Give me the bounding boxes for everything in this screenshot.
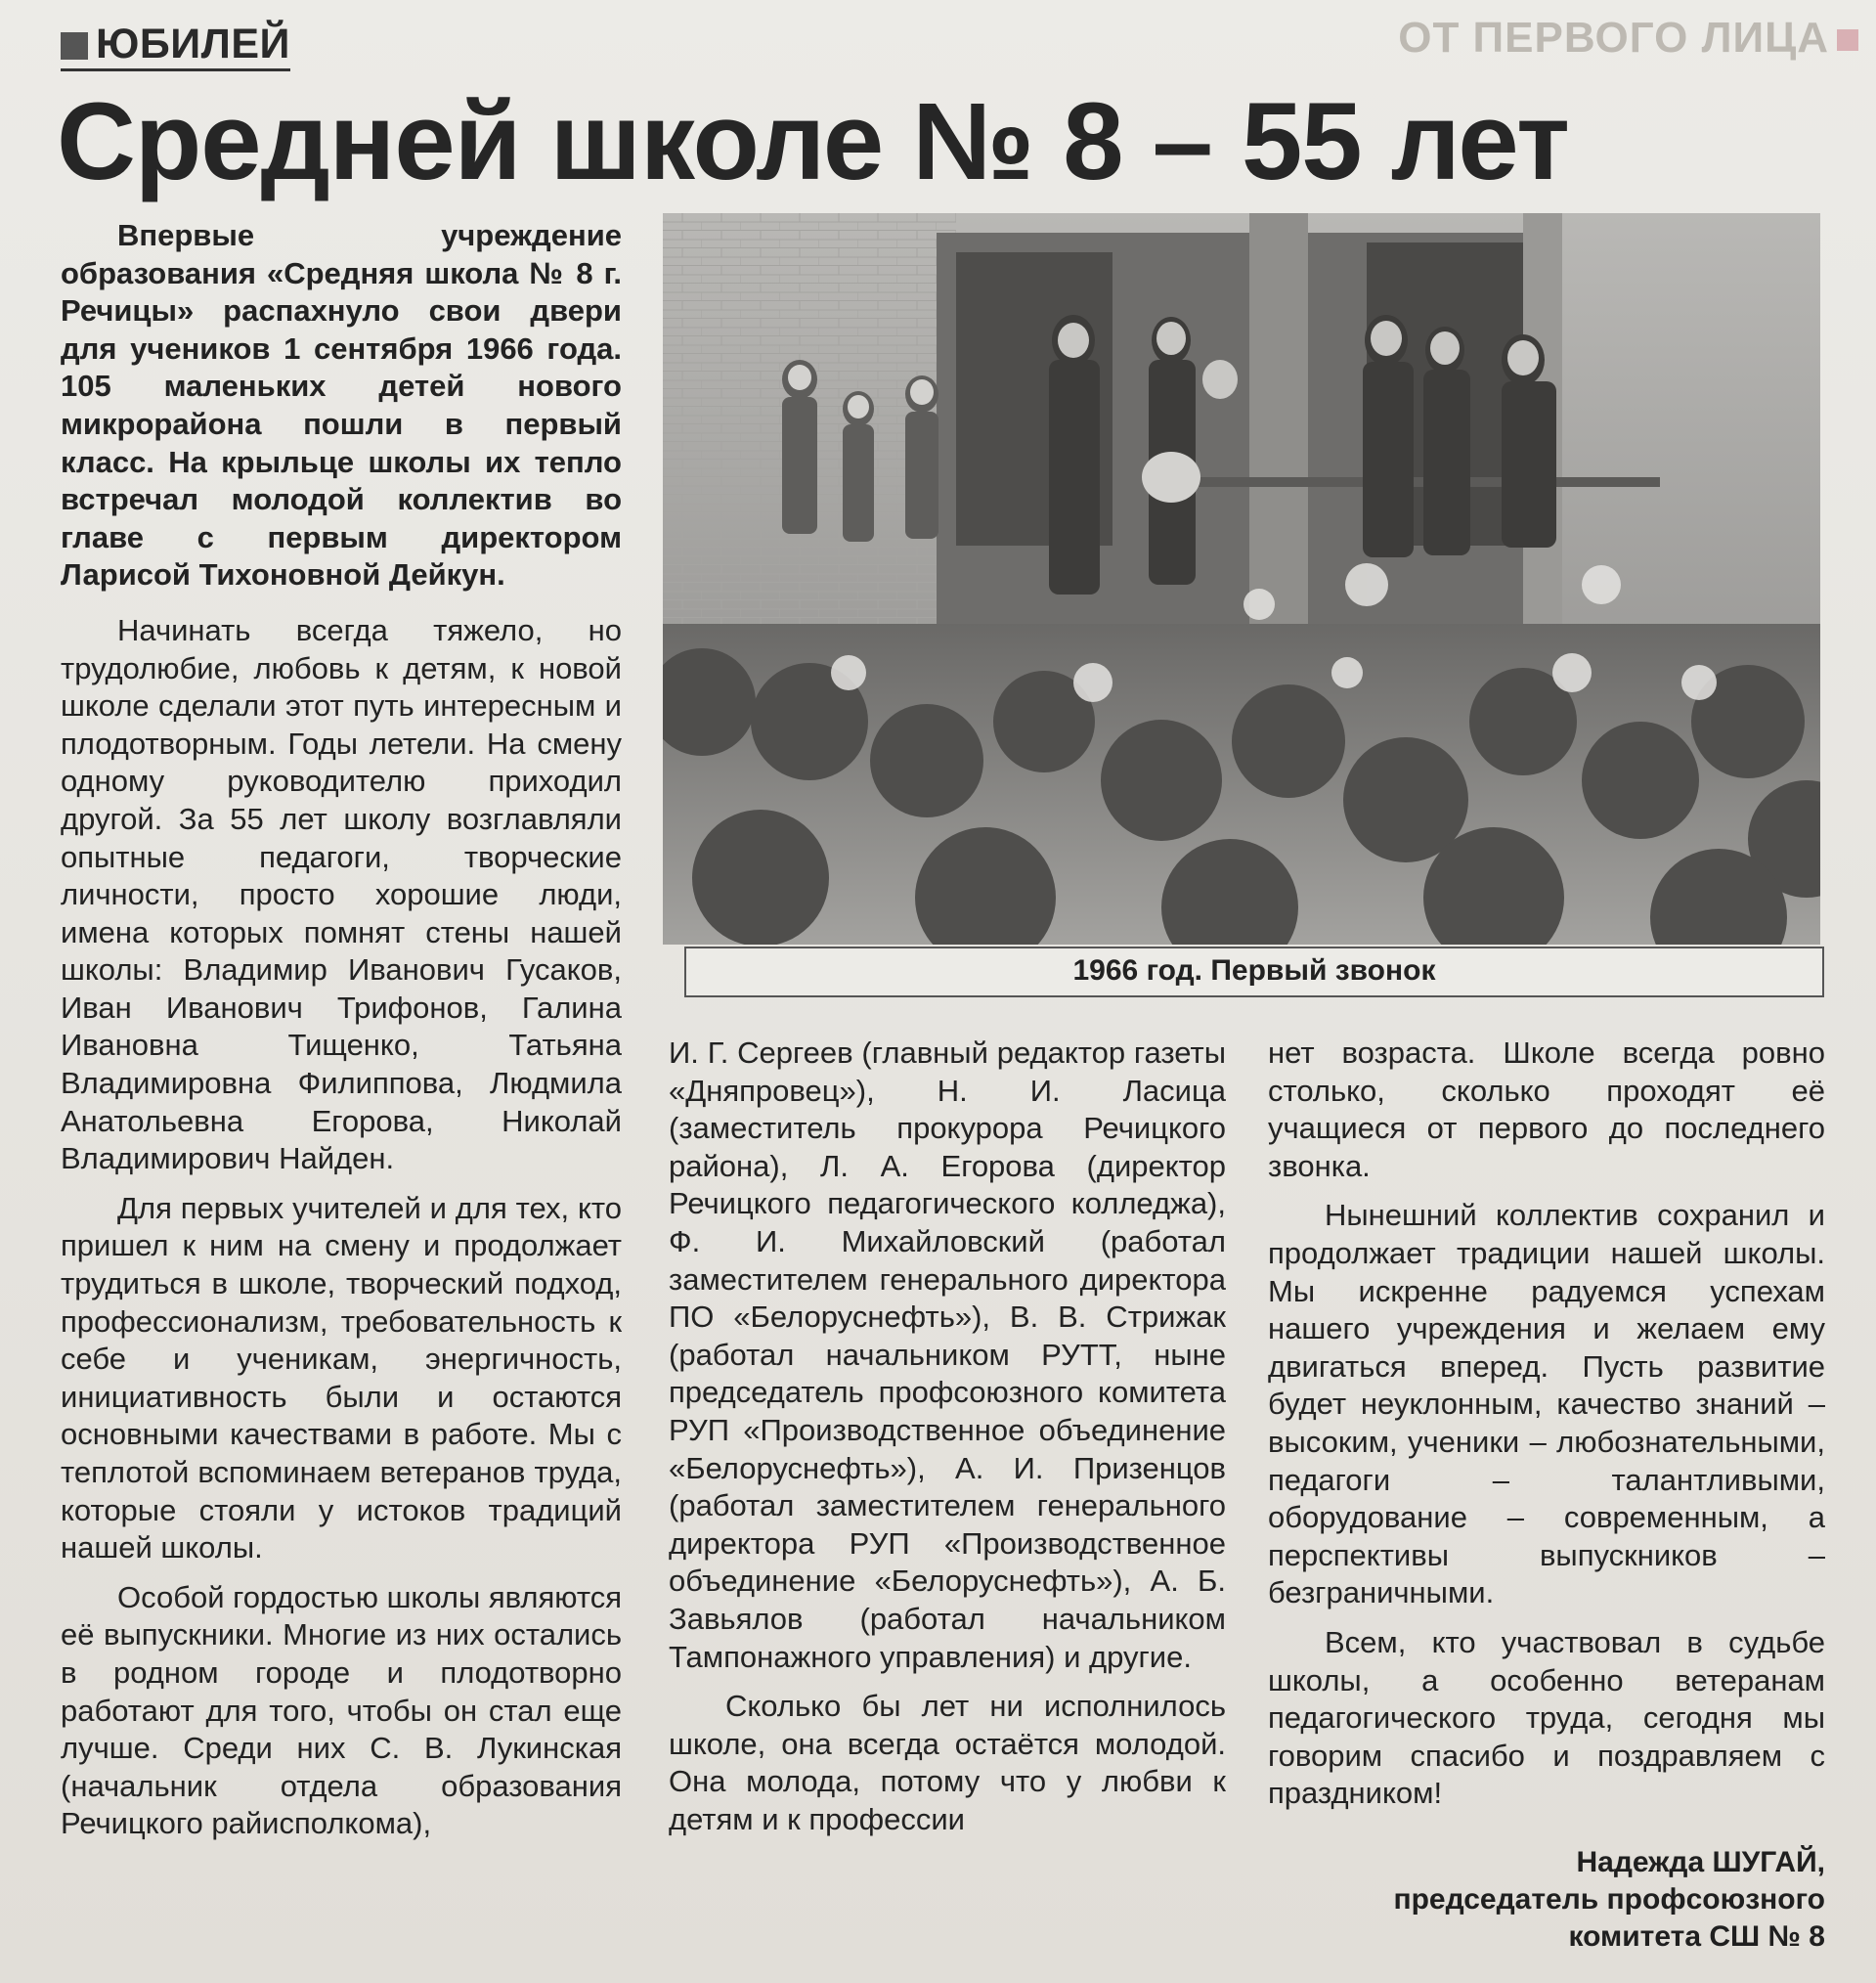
author-position: председатель профсоюзного bbox=[1393, 1883, 1825, 1916]
paragraph: нет возраста. Школе всегда ровно столько, сколько проходят её учащиеся от первого до последнего звонка. bbox=[1268, 1036, 1825, 1183]
article-headline: Средней школе № 8 – 55 лет bbox=[57, 80, 1570, 202]
paragraph: Всем, кто участвовал в судьбе школы, а особенно ветеранам педагогического труда, сегодня мы говорим спасибо и поздравляем с праздником! bbox=[1268, 1624, 1825, 1811]
paragraph: И. Г. Сергеев (главный редактор газеты «Дняпровец»), Н. И. Ласица (заместитель прокурора Речицкого района), Л. А. Егорова (директор Речицкого педагогического колледжа), Ф. И. Михайловский (работал заместителем генерального директора ПО «Белоруснефть»), В. В. Стрижак (работал начальником РУТТ, ныне председатель профсоюзного комитета РУП «Производственное объединение «Белоруснефть»), А. И. Призенцов (работал заместителем генерального директора РУП «Производственное объединение «Белоруснефть»), А. Б. Завьялов (работал начальником Тампонажного управления) и другие. bbox=[669, 1036, 1226, 1674]
section-rubric bbox=[61, 22, 290, 71]
author-position-2: комитета СШ № 8 bbox=[1568, 1920, 1825, 1953]
reverse-side-header bbox=[1398, 14, 1858, 63]
paragraph: Сколько бы лет ни исполнилось школе, она всегда остаётся молодой. Она молода, потому что у любви к детям и к профессии bbox=[669, 1689, 1226, 1836]
article-column-2 bbox=[669, 1035, 1226, 1838]
article-lead: Впервые учреждение образования «Средняя школа № 8 г. Речицы» распахнуло свои двери для учеников 1 сентября 1966 года. 105 маленьких детей нового микрорайона пошли в первый класс. На крыльце школы их тепло встречал молодой коллектив во главе с первым директором Ларисой Тихоновной Дейкун. bbox=[61, 218, 622, 593]
school-porch-photo bbox=[663, 213, 1820, 945]
photo-caption: 1966 год. Первый звонок bbox=[684, 947, 1824, 997]
archive-photo bbox=[663, 213, 1820, 945]
article-column-1 bbox=[61, 217, 622, 1843]
rubric-label: ЮБИЛЕЙ bbox=[96, 21, 290, 67]
paragraph: Нынешний коллектив сохранил и продолжает традиции нашей школы. Мы искренне радуемся успехам нашего учреждения и желаем ему двигаться вперед. Пусть развитие будет неуклонным, качество знаний – высоким, ученики – любознательными, педагоги – талантливыми, оборудование – современным, а перспективы выпускников – безграничными. bbox=[1268, 1198, 1825, 1610]
paragraph: Начинать всегда тяжело, но трудолюбие, любовь к детям, к новой школе сделали этот путь интересным и плодотворным. Годы летели. На смену одному руководителю приходил другой. За 55 лет школу возглавляли опытные педагоги, творческие личности, просто хорошие люди, имена которых помнят стены нашей школы: Владимир Иванович Гусаков, Иван Иванович Трифонов, Галина Ивановна Тищенко, Татьяна Владимировна Филиппова, Людмила Анатольевна Егорова, Николай Владимирович Найден. bbox=[61, 612, 622, 1176]
reverse-side-header-text: ОТ ПЕРВОГО ЛИЦА bbox=[1398, 14, 1829, 62]
author-name: Надежда ШУГАЙ, bbox=[1576, 1846, 1825, 1878]
author-signature bbox=[1393, 1844, 1825, 1956]
rubric-square-icon bbox=[61, 32, 88, 60]
rubric-marker-icon bbox=[1837, 29, 1858, 51]
article-column-3 bbox=[1268, 1035, 1825, 1813]
paragraph: Особой гордостью школы являются её выпускники. Многие из них остались в родном городе и плодотворно работают для того, чтобы он стал еще лучше. Среди них С. В. Лукинская (начальник отдела образования Речицкого райисполкома), bbox=[61, 1579, 623, 1841]
paragraph: Для первых учителей и для тех, кто пришел к ним на смену и продолжает трудиться в школе, творческий подход, профессионализм, требовательность к себе и ученикам, энергичность, инициативность были и остаются основными качествами в работе. Мы с теплотой вспоминаем ветеранов труда, которые стояли у истоков традиций нашей школы. bbox=[61, 1190, 622, 1565]
